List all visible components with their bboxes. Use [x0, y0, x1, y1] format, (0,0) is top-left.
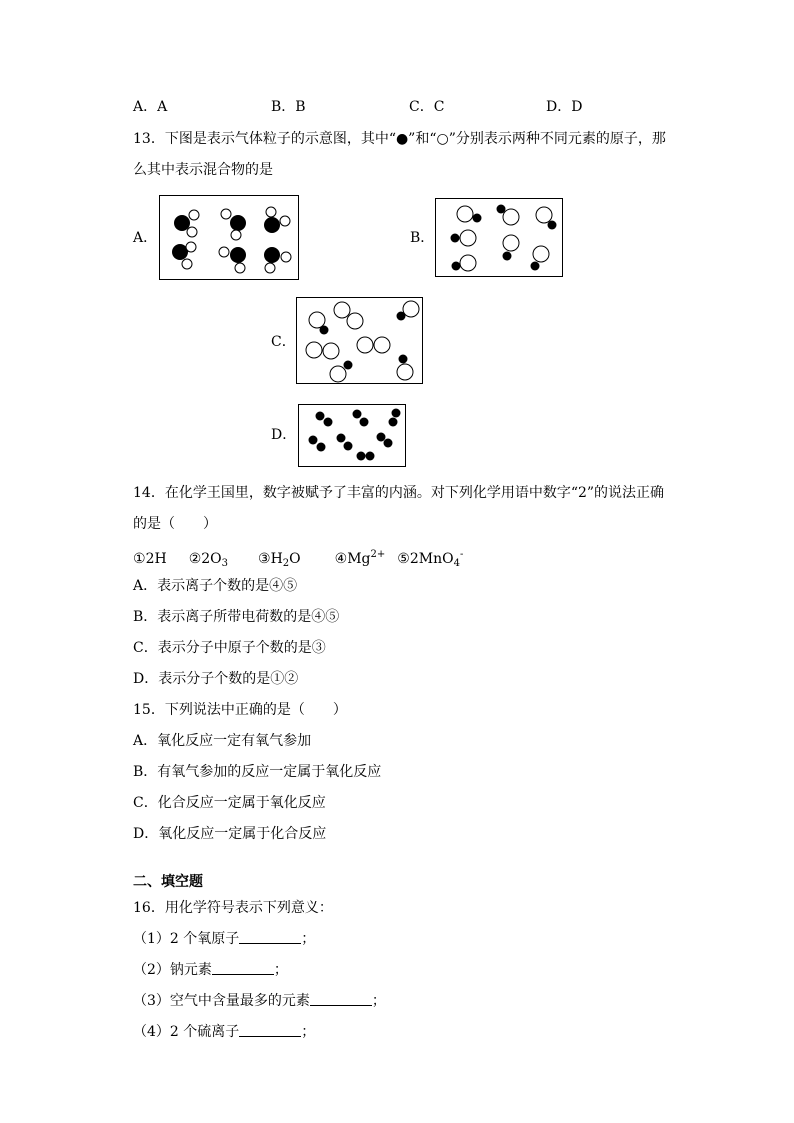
- section-title-fill-in: 二、填空题: [133, 874, 203, 890]
- q16-item-2-blank[interactable]: [212, 960, 274, 975]
- symbol-5-marker: ⑤: [397, 551, 410, 567]
- q16-item-3-text: （3）空气中含量最多的元素: [133, 993, 310, 1009]
- q13-label-c: C．: [271, 334, 296, 350]
- q13-label-a: A．: [133, 230, 158, 246]
- symbol-4-marker: ④: [334, 551, 348, 567]
- q15-option-b: B．有氧气参加的反应一定属于氧化反应: [133, 764, 382, 780]
- q16-item-1-blank[interactable]: [239, 929, 301, 944]
- symbol-4: Mg: [347, 551, 371, 567]
- q13-stem-line1: 13．下图是表示气体粒子的示意图，其中“●”和“○”分别表示两种不同元素的原子，那: [133, 131, 666, 147]
- q16-item-1: [133, 929, 315, 949]
- symbol-1: 2H: [145, 551, 167, 567]
- q14-stem-line2: 的是（ ）: [133, 516, 217, 532]
- q13-label-b: B．: [410, 230, 435, 246]
- symbol-5-charge: -: [459, 549, 464, 560]
- symbol-2-subscript: 3: [221, 558, 229, 569]
- q13-diagram-a: [159, 195, 299, 280]
- symbol-2-marker: ②: [188, 551, 202, 567]
- symbol-2: 2O: [201, 551, 222, 567]
- q16-item-3-end: ；: [371, 993, 386, 1009]
- q15-option-d: D．氧化反应一定属于化合反应: [133, 826, 327, 842]
- q16-item-1-end: ；: [301, 931, 316, 947]
- symbol-3-h: H: [270, 551, 283, 567]
- q16-item-2-end: ；: [273, 962, 288, 978]
- q16-item-3: [133, 991, 386, 1011]
- q14-stem-line1: 14．在化学王国里，数字被赋予了丰富的内涵。对下列化学用语中数字“2”的说法正确: [133, 485, 665, 501]
- q16-item-4-text: （4）2 个硫离子: [133, 1024, 240, 1040]
- q14-option-b: B．表示离子所带电荷数的是④⑤: [133, 609, 340, 625]
- q12-option-c: C．C: [409, 99, 445, 115]
- q13-diagram-c: [296, 297, 423, 384]
- symbol-4-charge: 2+: [370, 549, 386, 560]
- q15-option-c: C．化合反应一定属于氧化反应: [133, 795, 326, 811]
- q15-stem: 15．下列说法中正确的是（ ）: [133, 702, 347, 718]
- symbol-1-marker: ①: [133, 551, 146, 567]
- q13-label-d: D．: [271, 427, 297, 443]
- symbol-3-marker: ③: [258, 551, 271, 567]
- q12-option-a: A．A: [133, 99, 168, 115]
- q16-item-2-text: （2）钠元素: [133, 962, 212, 978]
- symbol-3-subscript: 2: [282, 558, 290, 569]
- q14-symbols: [133, 545, 463, 574]
- q14-option-c: C．表示分子中原子个数的是③: [133, 640, 326, 656]
- q16-item-1-text: （1）2 个氧原子: [133, 931, 240, 947]
- q16-item-2: [133, 960, 288, 980]
- q16-stem: 16．用化学符号表示下列意义：: [133, 900, 333, 916]
- q16-item-4-blank[interactable]: [239, 1022, 301, 1037]
- q14-option-a: A．表示离子个数的是④⑤: [133, 578, 298, 594]
- q16-item-4-end: ；: [301, 1024, 316, 1040]
- q16-item-4: [133, 1022, 315, 1042]
- q13-diagram-b: [435, 198, 563, 277]
- q15-option-a: A．氧化反应一定有氧气参加: [133, 733, 312, 749]
- q12-option-d: D．D: [546, 99, 583, 115]
- symbol-5-subscript: 4: [453, 558, 460, 569]
- symbol-3-o: O: [289, 551, 301, 567]
- symbol-5: 2MnO: [409, 551, 454, 567]
- q16-item-3-blank[interactable]: [310, 991, 372, 1006]
- q12-option-b: B．B: [271, 99, 306, 115]
- q14-option-d: D．表示分子个数的是①②: [133, 671, 299, 687]
- q13-diagram-d: [298, 404, 406, 467]
- q13-stem-line2: 么其中表示混合物的是: [133, 162, 273, 178]
